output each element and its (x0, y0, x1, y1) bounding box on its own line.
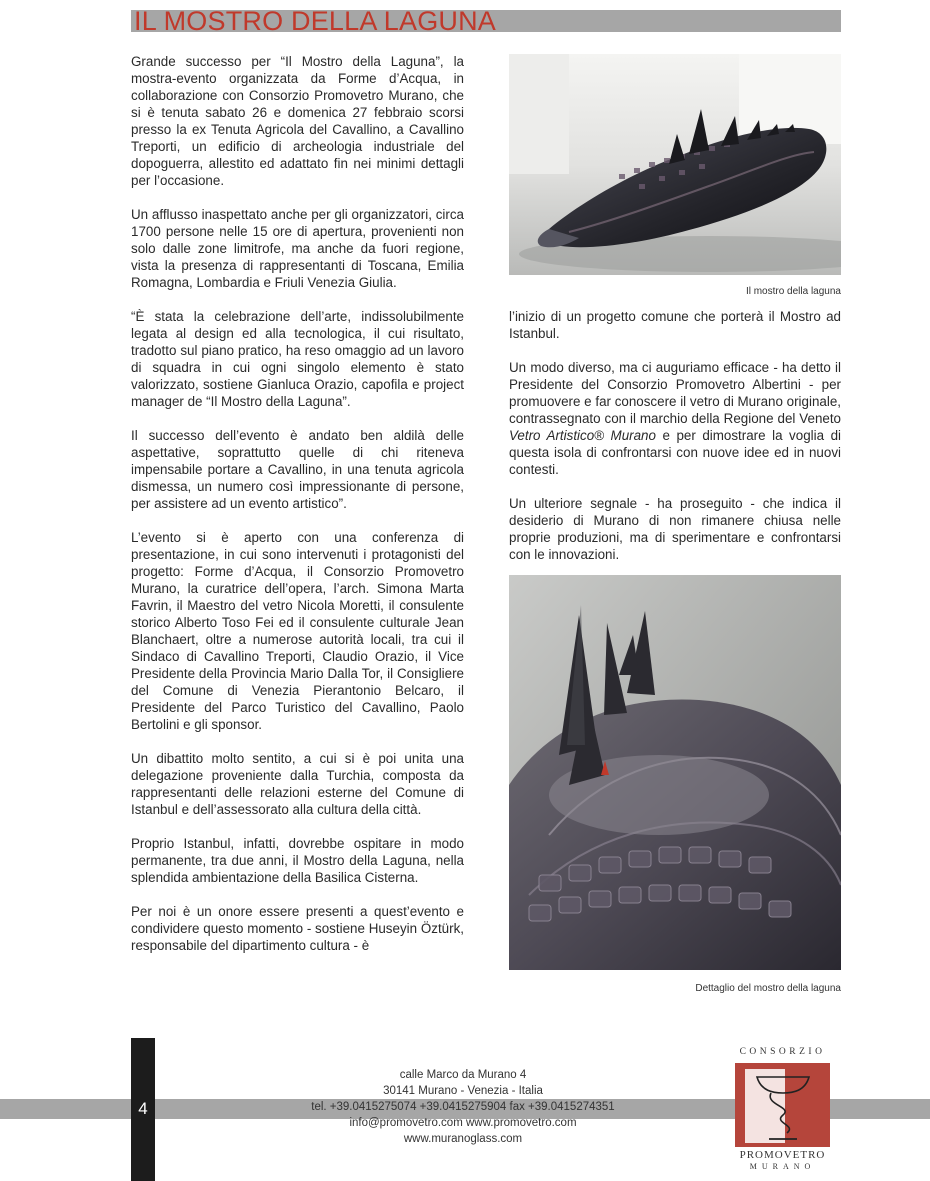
address-line: calle Marco da Murano 4 (399, 1069, 527, 1081)
glass-cup-icon (735, 1063, 830, 1147)
article-paragraph: Grande successo per “Il Mostro della Laguna”, la mostra-evento organizzata da Forme d’Acqua, in collaborazione con Consorzio Promovetro Murano, che si è tenuta sabato 26 e domenica 27 febbraio scorsi presso la ex Tenuta Agricola del Cavallino, a Cavallino Treporti, un edificio di archeologia industriale del dopoguerra, allestito ed adattato fin nei minimi dettagli per l’occasione. (131, 54, 464, 188)
article-paragraph: Un dibattito molto sentito, a cui si è poi unita una delegazione proveniente dalla Turchia, composta da rappresentanti delle relazioni esterne del Comune di Istanbul e dell’assessorato alla cultura della città. (131, 751, 464, 817)
promovetro-logo (725, 1045, 840, 1175)
article-paragraph (509, 359, 841, 478)
article-left-column (131, 53, 464, 971)
text-run: Un modo diverso, ma ci auguriamo efficace - ha detto il Presidente del Consorzio Promovetro Albertini - per promuovere e far conoscere il vetro di Murano originale, contrassegnato con il marchio della Regione del Veneto (509, 360, 841, 426)
article-paragraph: Proprio Istanbul, infatti, dovrebbe ospitare in modo permanente, tra due anni, il Mostro della Laguna, nella splendida ambientazione della Basilica Cisterna. (131, 836, 464, 885)
monster-detail-photo (509, 575, 841, 970)
contact-block (296, 1067, 630, 1147)
article-paragraph: Un afflusso inaspettato anche per gli organizzatori, circa 1700 persone nelle 15 ore di apertura, provenienti non solo dalle zone limitrofe, ma anche da fuori regione, vista la presenza di rappresentanti di Toscana, Emilia Romagna, Lombardia e Friuli Venezia Giulia. (131, 207, 464, 290)
logo-sub-text: MURANO (749, 1162, 816, 1171)
page-title: IL MOSTRO DELLA LAGUNA (134, 6, 497, 36)
monster-photo (509, 54, 841, 275)
logo-name-text: PROMOVETRO (739, 1149, 826, 1161)
article-paragraph: l’inizio di un progetto comune che porterà il Mostro ad Istanbul. (509, 309, 841, 341)
photo-caption: Dettaglio del mostro della laguna (695, 983, 841, 994)
photo-caption: Il mostro della laguna (745, 286, 841, 297)
article-paragraph: Il successo dell’evento è andato ben aldilà delle aspettative, soprattutto quelle di chi riteneva impensabile portare a Cavallino, in una tenuta agricola dismessa, un numero così impressionante di persone, per assistere ad un evento artistico”. (131, 428, 464, 511)
address-line: 30141 Murano - Venezia - Italia (383, 1085, 543, 1097)
web-line: www.muranoglass.com (403, 1133, 523, 1145)
article-paragraph: L’evento si è aperto con una conferenza di presentazione, in cui sono intervenuti i protagonisti del progetto: Forme d’Acqua, il Consorzio Promovetro Murano, la curatrice dell’opera, l’arch. Simona Marta Favrin, il Maestro del vetro Nicola Moretti, il consulente storico Alberto Toso Fei ed il consulente culturale Jean Blanchaert, oltre a numerose autorità locali, tra cui il Sindaco di Cavallino Treporti, Claudio Orazio, il Vice Presidente della Provincia Mario Dalla Tor, il Consigliere del Comune di Venezia Pierantonio Belcaro, il Presidente del Parco Turistico del Cavallino, Paolo Bertolini e gli sponsor. (131, 530, 464, 732)
web-line: info@promovetro.com www.promovetro.com (349, 1117, 577, 1129)
article-right-column (509, 308, 841, 580)
article-paragraph: Per noi è un onore essere presenti a quest’evento e condividere questo momento - sostiene Huseyin Öztürk, responsabile del dipartimento cultura - è (131, 904, 464, 953)
article-paragraph: Un ulteriore segnale - ha proseguito - che indica il desiderio di Murano di non rimanere chiusa nelle proprie produzioni, ma di sperimentare e confrontarsi con le innovazioni. (509, 496, 841, 562)
brand-mark-text: Vetro Artistico® Murano (509, 428, 656, 443)
text-run: e per dimostrare la voglia di questa isola di confrontarsi con nuove idee ed in nuovi contesti. (509, 428, 841, 477)
phone-line: tel. +39.0415275074 +39.0415275904 fax +39.0415274351 (311, 1101, 615, 1113)
article-paragraph: “È stata la celebrazione dell’arte, indissolubilmente legata al design ed alla tecnologica, il cui risultato, tradotto sul piano pratico, ha reso omaggio ad un lavoro di squadra in cui ogni singolo elemento è stato valorizzato, sostiene Gianluca Orazio, capofila e project manager de “Il Mostro della Laguna”. (131, 309, 464, 409)
logo-consorzio-text: CONSORZIO (739, 1047, 826, 1057)
page-number: 4 (138, 1099, 148, 1118)
